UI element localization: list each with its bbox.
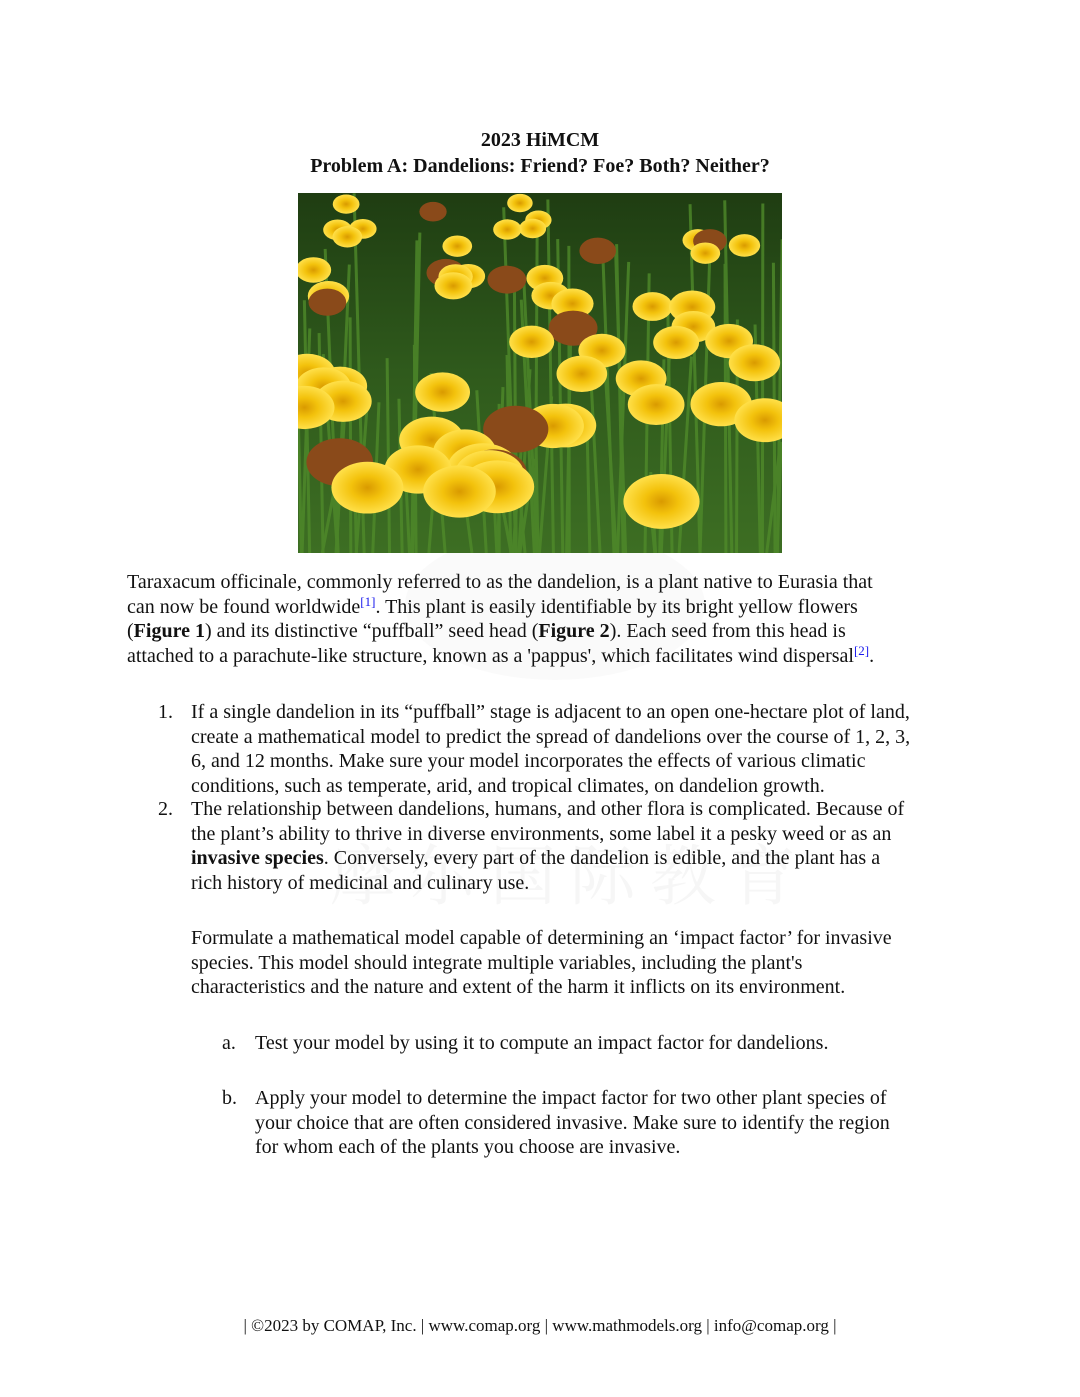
subtask-b-letter: b. xyxy=(222,1087,237,1109)
dandelion-flower xyxy=(507,194,533,212)
dandelion-flower xyxy=(333,194,360,213)
task-1-line: 6, and 12 months. Make sure your model incorporates the effects of various climatic xyxy=(191,750,866,773)
dandelion-flower xyxy=(623,474,699,529)
dandelion-flower xyxy=(653,326,699,359)
subtask-b-line: Apply your model to determine the impact factor for two other plant species of xyxy=(255,1087,887,1109)
subtask-a-letter: a. xyxy=(222,1032,236,1054)
dandelion-flower xyxy=(729,234,760,257)
task-1-number: 1. xyxy=(158,701,173,723)
subtask-b-text xyxy=(255,1086,890,1160)
task-2-text xyxy=(191,797,904,895)
dandelion-flower xyxy=(308,289,346,316)
year-title: 2023 HiMCM xyxy=(480,129,600,151)
task-1-line: If a single dandelion in its “puffball” stage is adjacent to an open one-hectare plot of land, xyxy=(191,701,910,723)
dandelion-flower xyxy=(509,326,554,358)
dandelion-flower xyxy=(331,462,403,514)
problem-title: Problem A: Dandelions: Friend? Foe? Both? Neither? xyxy=(310,155,770,177)
formulate-line: characteristics and the nature and extent of the harm it inflicts on its environment. xyxy=(191,976,846,999)
dandelion-flower xyxy=(579,238,616,264)
dandelion-flower xyxy=(632,292,672,321)
page-title xyxy=(0,127,1080,179)
intro-line-1: Taraxacum officinale, commonly referred to as the dandelion, is a plant native to Eurasia that xyxy=(127,571,873,593)
subtask-a-text: Test your model by using it to compute an impact factor for dandelions. xyxy=(255,1032,829,1054)
dandelion-flower xyxy=(557,356,608,392)
task-2-line: the plant’s ability to thrive in diverse environments, some label it a pesky weed or as an xyxy=(191,822,892,845)
intro-line-2: can now be found worldwide[1]. This plant is easily identifiable by its bright yellow flowers xyxy=(127,593,858,618)
dandelion-flower xyxy=(419,202,446,222)
intro-line-4: attached to a parachute-like structure, known as a 'pappus', which facilitates wind dispersal[2]. xyxy=(127,642,875,667)
task-2-line: The relationship between dandelions, humans, and other flora is complicated. Because of xyxy=(191,798,905,820)
invasive-species-term: invasive species xyxy=(191,847,324,870)
footer: | ©2023 by COMAP, Inc. | www.comap.org | www.mathmodels.org | info@comap.org | xyxy=(243,1316,837,1335)
reference-link-2[interactable]: [2] xyxy=(853,642,870,658)
task-2-line: invasive species. Conversely, every part of the dandelion is edible, and the plant has a xyxy=(191,847,881,870)
task-1-line: conditions, such as temperate, arid, and tropical climates, on dandelion growth. xyxy=(191,774,825,797)
formulate-line: Formulate a mathematical model capable of determining an ‘impact factor’ for invasive xyxy=(191,927,892,949)
dandelion-flower xyxy=(434,272,472,299)
subtask-b-line: your choice that are often considered invasive. Make sure to identify the region xyxy=(255,1111,890,1134)
dandelion-flower xyxy=(493,219,521,239)
task-2-line: rich history of medicinal and culinary use. xyxy=(191,871,530,894)
task-2-number: 2. xyxy=(158,798,173,820)
dandelion-flower xyxy=(442,235,472,256)
figure-2-ref: Figure 2 xyxy=(538,620,610,643)
dandelion-flower xyxy=(519,219,546,238)
dandelion-flower xyxy=(487,266,526,294)
dandelion-flower xyxy=(628,384,685,425)
task-1-text xyxy=(191,700,910,798)
dandelion-flower xyxy=(415,372,470,411)
dandelion-flower xyxy=(423,465,496,517)
intro-paragraph xyxy=(127,570,967,668)
dandelion-photo xyxy=(298,193,782,553)
intro-line-3: (Figure 1) and its distinctive “puffball” seed head (Figure 2). Each seed from this head is xyxy=(127,620,846,643)
reference-link-1[interactable]: [1] xyxy=(360,593,376,609)
formulate-paragraph xyxy=(191,926,892,1000)
task-1-line: create a mathematical model to predict the spread of dandelions over the course of 1, 2, 3, xyxy=(191,725,911,748)
formulate-line: species. This model should integrate multiple variables, including the plant's xyxy=(191,951,803,974)
figure-1-ref: Figure 1 xyxy=(133,620,205,643)
dandelion-flower xyxy=(729,344,780,381)
subtask-b-line: for whom each of the plants you choose are invasive. xyxy=(255,1136,681,1159)
dandelion-flower xyxy=(333,226,363,247)
dandelion-flower xyxy=(691,242,721,263)
